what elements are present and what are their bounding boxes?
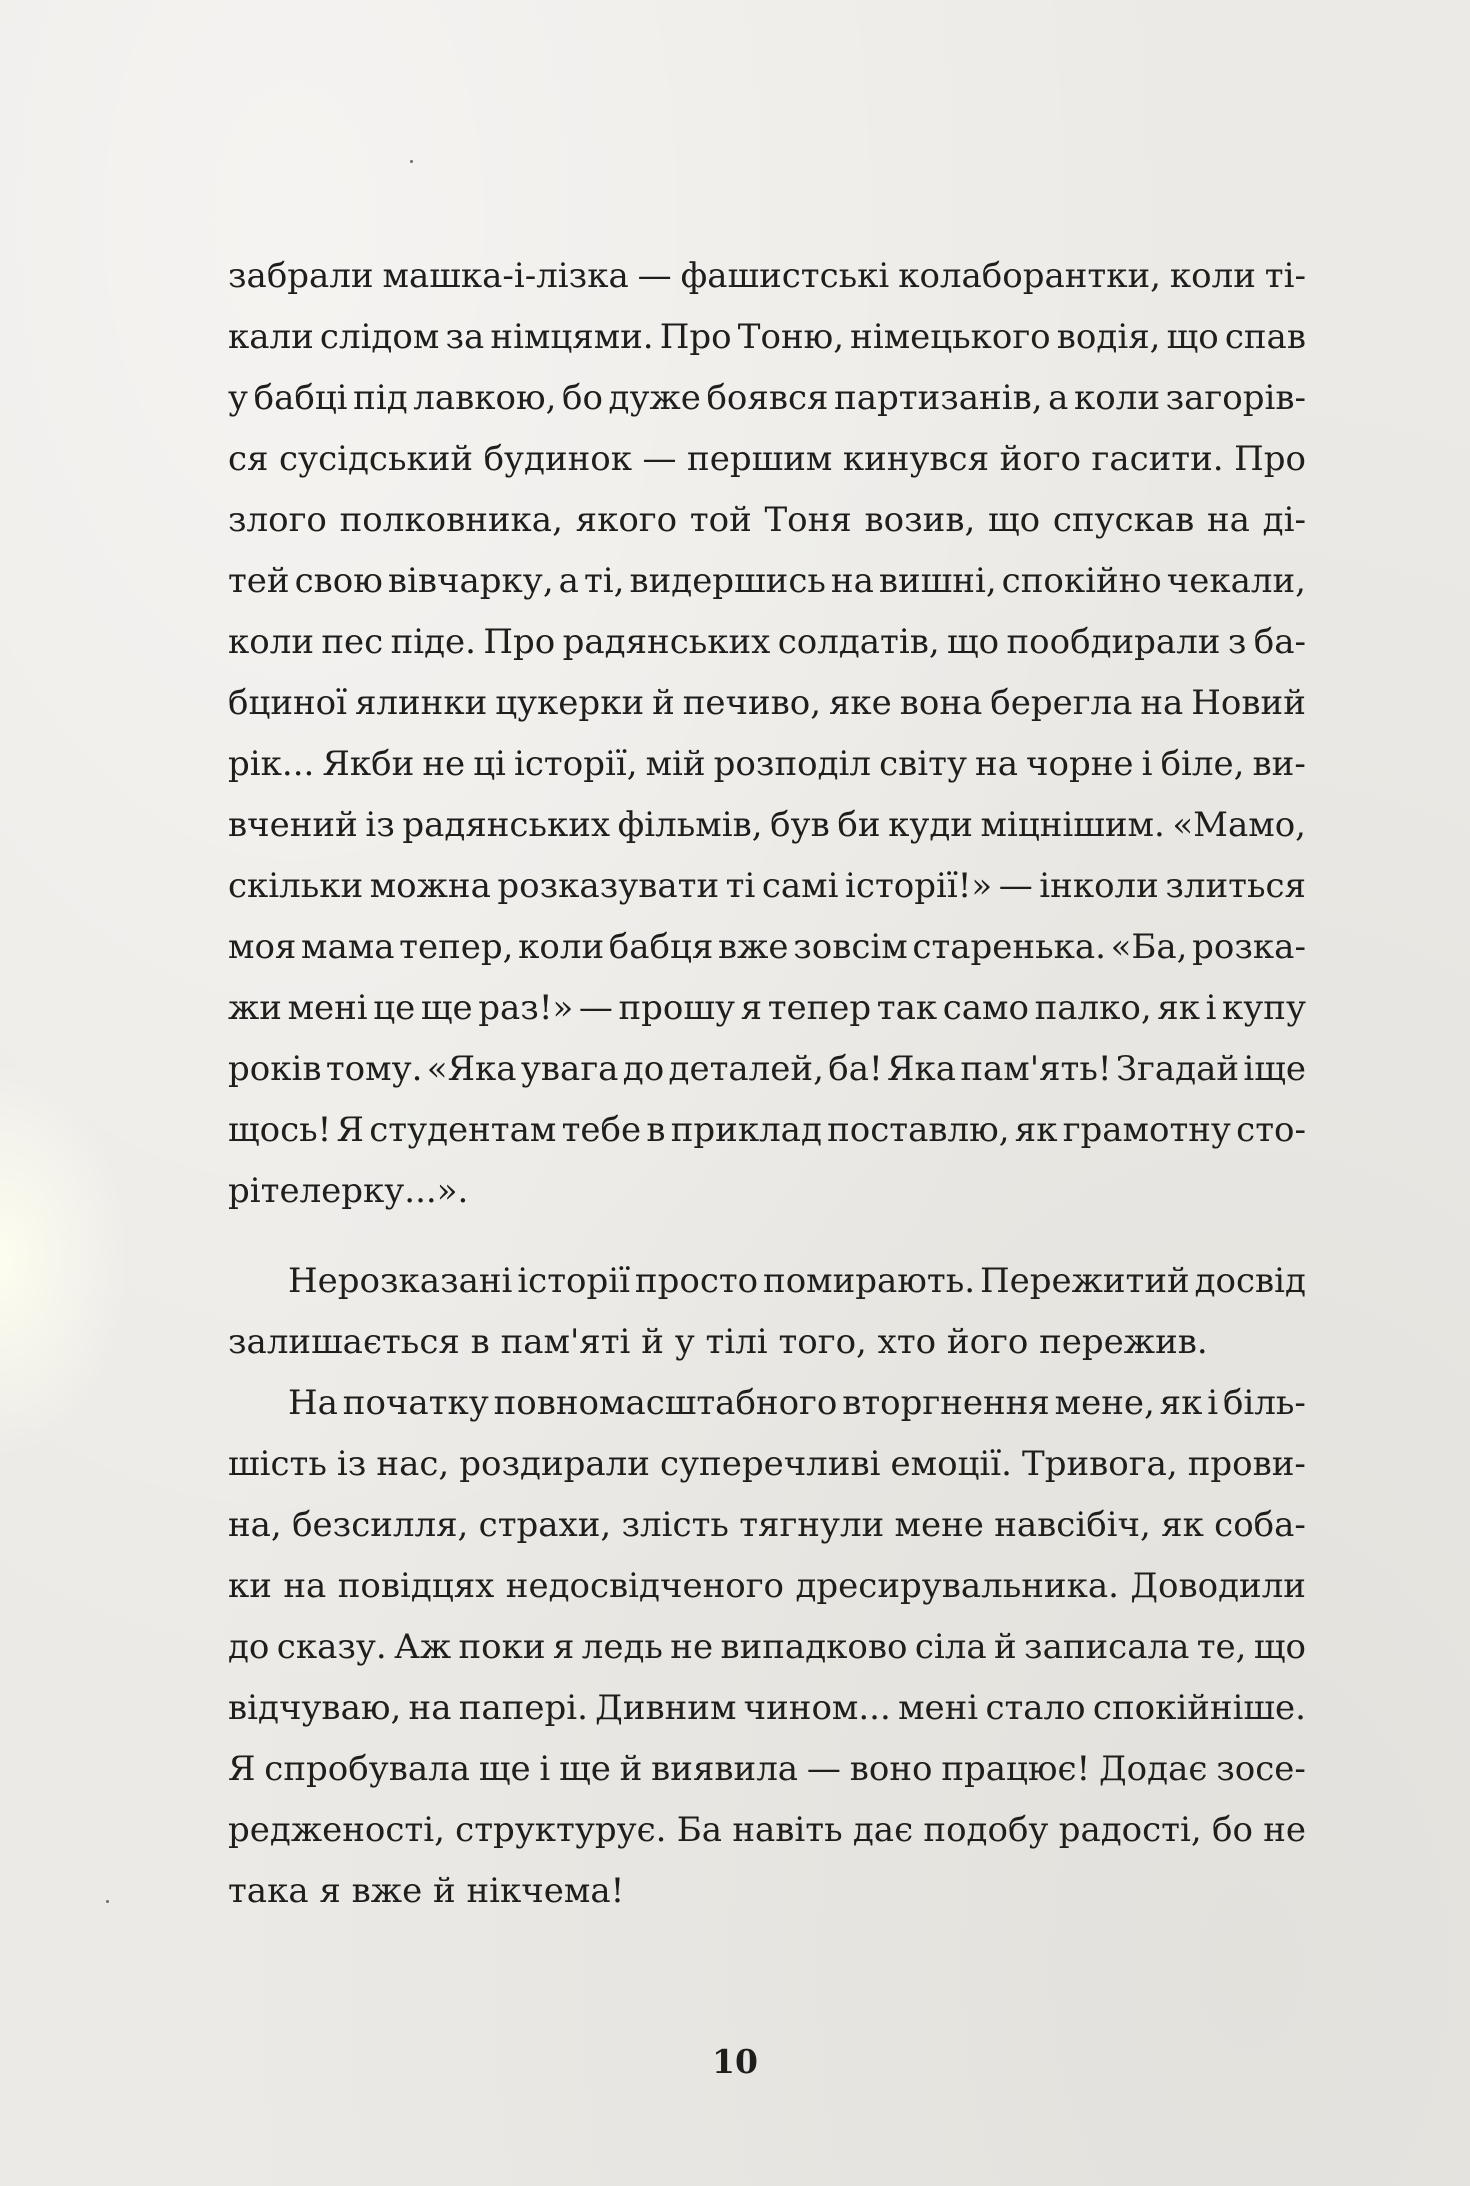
- text-line: [228, 368, 1306, 429]
- text-line: [228, 246, 1306, 307]
- word: як: [1159, 1383, 1203, 1423]
- word: не: [1263, 1810, 1306, 1850]
- word: ялинки: [354, 683, 488, 723]
- word: Я: [228, 1749, 256, 1789]
- word: й: [619, 1749, 643, 1789]
- word: вона: [899, 683, 983, 723]
- word: на: [975, 744, 1018, 784]
- word: німецького: [850, 317, 1051, 357]
- page-number: 10: [712, 2042, 758, 2081]
- word: навіть: [732, 1810, 843, 1850]
- word: гасити.: [1091, 439, 1224, 479]
- text-line: [228, 1617, 1306, 1678]
- word: дає: [852, 1810, 914, 1850]
- word: як: [1161, 1505, 1204, 1545]
- word: кинувся: [842, 439, 990, 479]
- word: початку: [342, 1383, 489, 1423]
- word: на: [408, 1688, 452, 1728]
- paragraph-1: [228, 246, 1306, 1222]
- word: само: [942, 988, 1029, 1028]
- word: повномасштабного: [493, 1383, 838, 1423]
- word: досвід: [1194, 1261, 1306, 1301]
- word: Додає: [1099, 1749, 1208, 1789]
- word: Аж: [394, 1627, 452, 1667]
- word: злого: [228, 500, 327, 540]
- word: радості,: [1058, 1810, 1202, 1850]
- word: розка-: [1192, 927, 1306, 967]
- word: я: [552, 1627, 575, 1667]
- word: безсилля,: [292, 1505, 469, 1545]
- word: тебе: [561, 1110, 642, 1150]
- word: злиться: [1165, 866, 1306, 906]
- word: куди: [888, 805, 973, 845]
- word: водія,: [1056, 317, 1161, 357]
- word: папері.: [458, 1688, 588, 1728]
- word: радянських: [562, 622, 771, 662]
- word: й: [994, 1627, 1017, 1667]
- word: відчуваю,: [228, 1688, 402, 1728]
- word: повідцях: [337, 1566, 495, 1606]
- word: Якби: [322, 744, 415, 784]
- word: вже: [717, 927, 789, 967]
- word: як: [1157, 988, 1200, 1028]
- word: з: [1227, 622, 1247, 662]
- word: був: [770, 805, 830, 845]
- word: —: [642, 439, 677, 479]
- word: стало: [985, 1688, 1086, 1728]
- word: ще: [478, 1749, 531, 1789]
- word: подобу: [923, 1810, 1049, 1850]
- word: вишні,: [878, 561, 997, 601]
- word: чекали,: [1166, 561, 1306, 601]
- word: як: [1014, 1110, 1058, 1150]
- text-line: [228, 917, 1306, 978]
- word: воно: [849, 1749, 933, 1789]
- word: і: [1207, 1383, 1219, 1423]
- word: ті: [725, 866, 756, 906]
- paragraph-3: [228, 1373, 1306, 1922]
- word: свою: [294, 561, 383, 601]
- word: що: [947, 622, 1000, 662]
- word: міцнішим.: [980, 805, 1165, 845]
- word: будинок: [483, 439, 633, 479]
- word: вівчарку,: [387, 561, 554, 601]
- word: історії!»: [845, 866, 993, 906]
- word: на: [830, 561, 874, 601]
- word: мій: [645, 744, 706, 784]
- word: —: [637, 256, 672, 296]
- word: навсібіч,: [994, 1505, 1151, 1545]
- word: до: [622, 1049, 665, 1089]
- word: щось!: [228, 1110, 332, 1150]
- word: Я: [336, 1110, 364, 1150]
- word: коли: [1074, 378, 1160, 418]
- text-line: залишається в пам'яті й у тілі того, хто його пережив.: [228, 1322, 1208, 1362]
- word: структурує.: [455, 1810, 667, 1850]
- word: помирають.: [763, 1261, 976, 1301]
- word: Дивним: [595, 1688, 737, 1728]
- word: роздирали: [459, 1444, 650, 1484]
- word: спокійно: [1001, 561, 1162, 601]
- word: солдатів,: [777, 622, 940, 662]
- word: мене: [894, 1505, 984, 1545]
- word: ті,: [583, 561, 625, 601]
- word: німцями.: [490, 317, 654, 357]
- word: Ба: [676, 1810, 723, 1850]
- text-line: [228, 1251, 1306, 1312]
- word: прови-: [1187, 1444, 1306, 1484]
- word: —: [998, 866, 1033, 906]
- word: тягнули: [739, 1505, 885, 1545]
- word: дресирувальника.: [795, 1566, 1119, 1606]
- word: дуже: [608, 378, 701, 418]
- word: ті-: [1264, 256, 1306, 296]
- word: Яка: [887, 1049, 956, 1089]
- word: суперечливі: [659, 1444, 881, 1484]
- word: пам'ять!: [960, 1049, 1112, 1089]
- word: на: [1206, 500, 1250, 540]
- word: тому.: [325, 1049, 423, 1089]
- word: а: [558, 561, 579, 601]
- word: сказу.: [276, 1627, 387, 1667]
- word: років: [228, 1049, 322, 1089]
- text-line: [228, 429, 1306, 490]
- word: ви-: [1252, 744, 1306, 784]
- text-line: [228, 734, 1306, 795]
- word: не: [670, 1627, 714, 1667]
- word: сто-: [1236, 1110, 1306, 1150]
- word: і: [1205, 988, 1217, 1028]
- word: фільмів,: [617, 805, 763, 845]
- word: яке: [828, 683, 892, 723]
- word: на: [1140, 683, 1184, 723]
- word: прошу: [618, 988, 736, 1028]
- word: те,: [1196, 1627, 1247, 1667]
- word: іще: [1243, 1049, 1306, 1089]
- text-line: [228, 1739, 1306, 1800]
- word: фашистські: [680, 256, 890, 296]
- body-text: [228, 246, 1306, 1922]
- word: самі: [761, 866, 839, 906]
- word: страхи,: [478, 1505, 612, 1545]
- word: а: [1048, 378, 1069, 418]
- word: ді-: [1262, 500, 1306, 540]
- word: записала: [1024, 1627, 1190, 1667]
- word: розподіл: [713, 744, 871, 784]
- word: «Мамо,: [1172, 805, 1306, 845]
- word: що: [988, 500, 1041, 540]
- word: возив,: [864, 500, 976, 540]
- word: поставлю,: [827, 1110, 1010, 1150]
- word: соба-: [1214, 1505, 1306, 1545]
- word: палко,: [1034, 988, 1152, 1028]
- word: мама: [301, 927, 395, 967]
- word: партизанів,: [834, 378, 1043, 418]
- word: Про: [659, 317, 732, 357]
- word: можна: [369, 866, 491, 906]
- text-line: [228, 1495, 1306, 1556]
- text-line: [228, 1556, 1306, 1617]
- word: спокійніше.: [1092, 1688, 1306, 1728]
- word: Про: [483, 622, 556, 662]
- word: шість: [228, 1444, 327, 1484]
- paper-light-glare: [0, 1060, 130, 1460]
- text-line: [228, 551, 1306, 612]
- word: сіла: [914, 1627, 987, 1667]
- word: сусідський: [279, 439, 474, 479]
- word: із: [365, 805, 395, 845]
- word: студентам: [369, 1110, 557, 1150]
- word: Пережитий: [979, 1261, 1190, 1301]
- word: скільки: [228, 866, 364, 906]
- word: бциної: [228, 683, 347, 723]
- word: до: [228, 1627, 270, 1667]
- word: Тривога,: [1022, 1444, 1178, 1484]
- word: печиво,: [682, 683, 822, 723]
- word: Доводили: [1130, 1566, 1306, 1606]
- word: біле,: [1160, 744, 1245, 784]
- word: забрали: [228, 256, 374, 296]
- word: якого: [575, 500, 678, 540]
- word: на,: [228, 1505, 282, 1545]
- word: редженості,: [228, 1810, 445, 1850]
- word: старенька.: [912, 927, 1106, 967]
- word: біль-: [1222, 1383, 1306, 1423]
- word: емоції.: [890, 1444, 1012, 1484]
- word: вчений: [228, 805, 358, 845]
- word: боявся: [706, 378, 829, 418]
- word: деталей,: [668, 1049, 824, 1089]
- word: бабці: [253, 378, 348, 418]
- word: би: [837, 805, 881, 845]
- word: на: [283, 1566, 327, 1606]
- word: Тоню,: [737, 317, 845, 357]
- text-line: [228, 307, 1306, 368]
- word: ба!: [828, 1049, 883, 1089]
- word: випадково: [720, 1627, 908, 1667]
- word: піде.: [390, 622, 476, 662]
- word: тепер,: [399, 927, 514, 967]
- word: цукерки: [495, 683, 645, 723]
- word: виявила: [651, 1749, 799, 1789]
- text-line: [228, 1039, 1306, 1100]
- word: світу: [879, 744, 967, 784]
- word: зосе-: [1216, 1749, 1306, 1789]
- word: коли: [1169, 256, 1256, 296]
- word: просто: [634, 1261, 759, 1301]
- word: не: [422, 744, 466, 784]
- word: пес: [321, 622, 384, 662]
- word: моя: [228, 927, 297, 967]
- text-line: [228, 1373, 1306, 1434]
- word: ба-: [1253, 622, 1306, 662]
- word: раз!»: [478, 988, 574, 1028]
- text-line: [228, 795, 1306, 856]
- word: ледь: [581, 1627, 663, 1667]
- text-line: [228, 1800, 1306, 1861]
- word: зовсім: [793, 927, 908, 967]
- word: що: [1166, 317, 1219, 357]
- word: видершись: [629, 561, 826, 601]
- word: бо: [1211, 1810, 1253, 1850]
- word: ки: [228, 1566, 272, 1606]
- word: лавкою,: [413, 378, 557, 418]
- word: так: [876, 988, 938, 1028]
- word: ці: [473, 744, 506, 784]
- word: той: [689, 500, 752, 540]
- word: загорів-: [1165, 378, 1306, 418]
- word: тей: [228, 561, 290, 601]
- word: історії,: [514, 744, 638, 784]
- word: коли: [228, 622, 314, 662]
- word: пообдирали: [1006, 622, 1221, 662]
- word: мене,: [1054, 1383, 1155, 1423]
- word: слідом: [319, 317, 440, 357]
- text-line: [228, 978, 1306, 1039]
- word: Тоня: [764, 500, 852, 540]
- word: мені: [898, 1688, 979, 1728]
- word: Новий: [1191, 683, 1306, 723]
- word: Про: [1234, 439, 1306, 479]
- paragraph-gap: [228, 1222, 1306, 1251]
- word: берегла: [990, 683, 1133, 723]
- word: спав: [1224, 317, 1306, 357]
- word: коли: [518, 927, 605, 967]
- word: першим: [687, 439, 833, 479]
- word: спускав: [1052, 500, 1195, 540]
- word: грамотну: [1062, 1110, 1231, 1150]
- paper-speck: [410, 160, 413, 163]
- word: в: [646, 1110, 666, 1150]
- word: Згадай: [1115, 1049, 1240, 1089]
- text-line: [228, 612, 1306, 673]
- word: за: [445, 317, 485, 357]
- paper-speck: [106, 1900, 109, 1903]
- word: бабця: [608, 927, 714, 967]
- word: чином...: [743, 1688, 891, 1728]
- word: —: [578, 988, 613, 1028]
- word: ще: [559, 1749, 611, 1789]
- word: поки: [458, 1627, 546, 1667]
- word: кали: [228, 317, 314, 357]
- word: колаборантки,: [898, 256, 1161, 296]
- word: купу: [1222, 988, 1306, 1028]
- word: —: [806, 1749, 841, 1789]
- word: злість: [621, 1505, 729, 1545]
- text-line: така я вже й нікчема!: [228, 1871, 625, 1911]
- text-line: [228, 673, 1306, 734]
- word: ся: [228, 439, 269, 479]
- word: недосвідченого: [505, 1566, 784, 1606]
- word: у: [228, 378, 249, 418]
- word: і: [1141, 744, 1153, 784]
- text-line: [228, 856, 1306, 917]
- text-line: рітелерку...».: [228, 1171, 469, 1211]
- word: ще: [420, 988, 473, 1028]
- word: увага: [520, 1049, 619, 1089]
- word: тепер: [767, 988, 872, 1028]
- word: що: [1253, 1627, 1306, 1667]
- word: інколи: [1039, 866, 1159, 906]
- word: полковника,: [339, 500, 563, 540]
- word: й: [652, 683, 675, 723]
- word: машка-і-лізка: [382, 256, 629, 296]
- paragraph-2: [228, 1251, 1306, 1373]
- word: історії: [517, 1261, 631, 1301]
- word: бо: [561, 378, 603, 418]
- word: рік...: [228, 744, 315, 784]
- word: вторгнення: [842, 1383, 1050, 1423]
- word: приклад: [670, 1110, 822, 1150]
- word: працює!: [941, 1749, 1091, 1789]
- word: «Яка: [426, 1049, 517, 1089]
- word: мені: [287, 988, 368, 1028]
- word: це: [373, 988, 416, 1028]
- text-line: [228, 490, 1306, 551]
- word: Нерозказані: [288, 1261, 513, 1301]
- text-line: [228, 1678, 1306, 1739]
- text-line: [228, 1434, 1306, 1495]
- word: розказувати: [497, 866, 720, 906]
- word: із: [336, 1444, 367, 1484]
- word: чорне: [1026, 744, 1134, 784]
- word: спробувала: [264, 1749, 470, 1789]
- word: я: [740, 988, 763, 1028]
- text-line: [228, 1100, 1306, 1161]
- word: під: [353, 378, 408, 418]
- word: радянських: [402, 805, 611, 845]
- word: його: [999, 439, 1081, 479]
- word: і: [539, 1749, 551, 1789]
- word: На: [288, 1383, 338, 1423]
- word: «Ба,: [1110, 927, 1188, 967]
- word: жи: [228, 988, 282, 1028]
- word: нас,: [376, 1444, 450, 1484]
